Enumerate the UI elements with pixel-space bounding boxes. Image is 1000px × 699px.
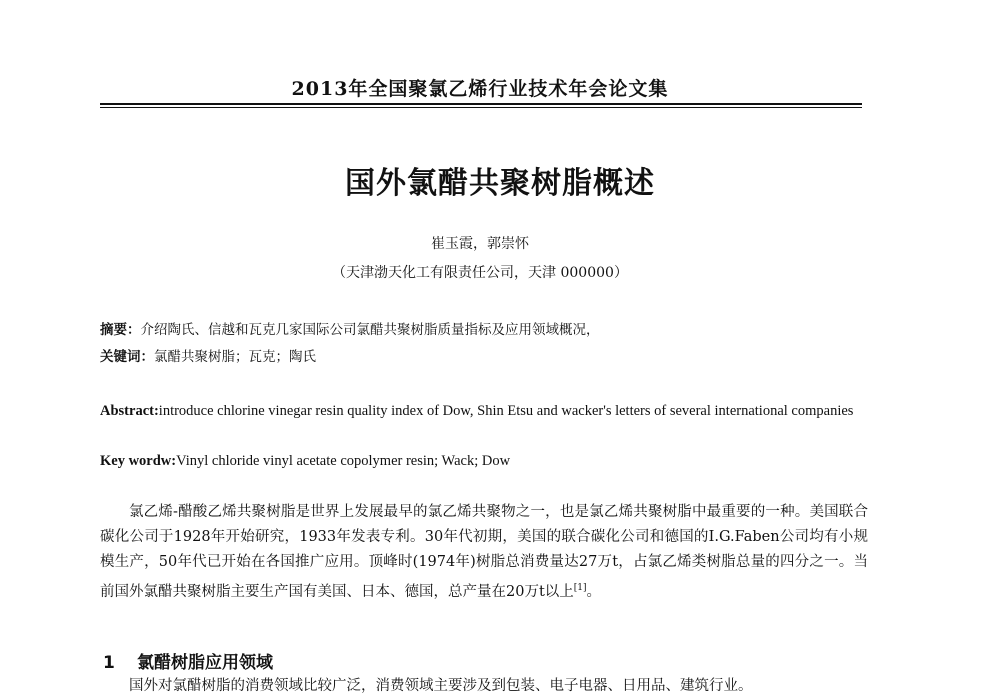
- header-rule-thin: [100, 107, 862, 108]
- cn-abstract: [100, 318, 600, 338]
- section-heading: [103, 648, 273, 673]
- section-title: 氯醋树脂应用领域: [137, 653, 273, 673]
- en-abstract-label: Abstract:: [100, 403, 159, 419]
- affiliation: （天津渤天化工有限责任公司，天津 000000）: [332, 265, 628, 281]
- cn-keywords-text: 氯醋共聚树脂；瓦克；陶氏: [154, 349, 316, 365]
- header-rule-thick: [100, 103, 862, 105]
- en-abstract: [100, 398, 870, 425]
- en-abstract-text: introduce chlorine vinegar resin quality index of Dow, Shin Etsu and wacker's letters of several international companies: [158, 403, 854, 419]
- cn-keywords-label: 关键词：: [100, 349, 154, 365]
- intro-paragraph-text: 氯乙烯-醋酸乙烯共聚树脂是世界上发展最早的氯乙烯共聚物之一，也是氯乙烯共聚树脂中最重要的一种。美国联合碳化公司于1928年开始研究，1933年发表专利。30年代初期，美国的联合碳化公司和德国的I.G.Faben公司均有小规模生产，50年代已开始在各国推广应用。顶峰时(1974年)树脂总消费量达27万t，占氯乙烯类树脂总量的四分之一。当前国外氯醋共聚树脂主要生产国有美国、日本、德国，总产量在20万t以上: [100, 504, 868, 600]
- en-keywords: [100, 453, 510, 470]
- cn-abstract-label: 摘要：: [100, 322, 141, 338]
- paper-title: 国外氯醋共聚树脂概述: [345, 166, 655, 201]
- en-keywords-text: Vinyl chloride vinyl acetate copolymer resin; Wack; Dow: [176, 453, 511, 469]
- section-paragraph: 国外对氯醋树脂的消费领域比较广泛，消费领域主要涉及到包装、电子电器、日用品、建筑行业。: [129, 678, 753, 694]
- en-keywords-label: Key wordw:: [100, 453, 177, 469]
- cn-keywords: [100, 345, 316, 365]
- cn-abstract-text: 介绍陶氏、信越和瓦克几家国际公司氯醋共聚树脂质量指标及应用领域概况，: [140, 322, 600, 338]
- running-header: 2013年全国聚氯乙烯行业技术年会论文集: [291, 78, 669, 100]
- intro-paragraph-end: 。: [586, 583, 602, 600]
- section-number: 1: [103, 653, 115, 673]
- citation-ref: [1]: [573, 582, 587, 593]
- authors: 崔玉霞，郭崇怀: [431, 236, 529, 252]
- intro-paragraph: [100, 500, 868, 605]
